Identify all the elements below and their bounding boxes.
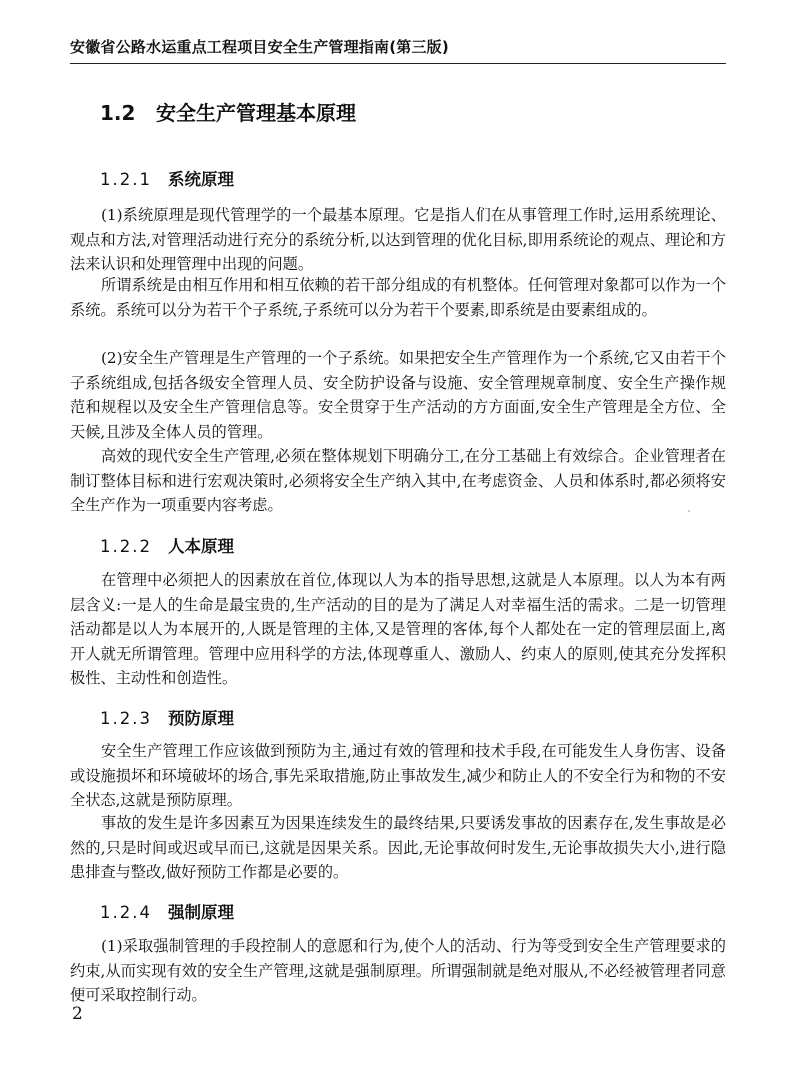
subsection-number: 1.2.3 xyxy=(100,709,152,728)
paragraph: 安全生产管理工作应该做到预防为主,通过有效的管理和技术手段,在可能发生人身伤害、设备或设施损坏和环境破坏的场合,事先采取措施,防止事故发生,减少和防止人的不安全行为和物的不安全状态,这就是预防原理。 xyxy=(70,742,726,810)
paragraph: 高效的现代安全生产管理,必须在整体规划下明确分工,在分工基础上有效综合。企业管理者在制订整体目标和进行宏观决策时,必须将安全生产纳入其中,在考虑资金、人员和体系时,都必须将安全生产作为一项重要内容考虑。 xyxy=(70,447,726,515)
paragraph: 事故的发生是许多因素互为因果连续发生的最终结果,只要诱发事故的因素存在,发生事故是必然的,只是时间或迟或早而已,这就是因果关系。因此,无论事故何时发生,无论事故损失大小,进行隐患排查与整改,做好预防工作都是必要的。 xyxy=(70,814,726,882)
page-number: 2 xyxy=(72,1004,83,1024)
running-header: 安徽省公路水运重点工程项目安全生产管理指南(第三版) xyxy=(70,38,449,56)
subsection-number: 1.2.1 xyxy=(100,170,152,189)
paragraph: (1)系统原理是现代管理学的一个最基本原理。它是指人们在从事管理工作时,运用系统理论、观点和方法,对管理活动进行充分的系统分析,以达到管理的优化目标,即用系统论的观点、理论和方法来认识和处理管理中出现的问题。 xyxy=(70,206,726,274)
subsection-title: 预防原理 xyxy=(168,709,234,728)
subsection-number: 1.2.4 xyxy=(100,903,152,922)
subsection-heading-people xyxy=(100,533,234,557)
subsection-title: 人本原理 xyxy=(168,537,234,556)
section-heading xyxy=(100,97,356,126)
section-number: 1.2 xyxy=(100,101,136,125)
paragraph: (1)采取强制管理的手段控制人的意愿和行为,使个人的活动、行为等受到安全生产管理要求的约束,从而实现有效的安全生产管理,这就是强制原理。所谓强制就是绝对服从,不必经被管理者同意便可采取控制行动。 xyxy=(70,937,726,1005)
subsection-title: 系统原理 xyxy=(168,170,234,189)
subsection-heading-enforcement xyxy=(100,899,234,923)
paragraph: (2)安全生产管理是生产管理的一个子系统。如果把安全生产管理作为一个系统,它又由若干个子系统组成,包括各级安全管理人员、安全防护设备与设施、安全管理规章制度、安全生产操作规范和规程以及安全生产管理信息等。安全贯穿于生产活动的方方面面,安全生产管理是全方位、全天候,且涉及全体人员的管理。 xyxy=(70,349,726,441)
paragraph: 在管理中必须把人的因素放在首位,体现以人为本的指导思想,这就是人本原理。以人为本有两层含义:一是人的生命是最宝贵的,生产活动的目的是为了满足人对幸福生活的需求。二是一切管理活动都是以人为本展开的,人既是管理的主体,又是管理的客体,每个人都处在一定的管理层面上,离开人就无所谓管理。管理中应用科学的方法,体现尊重人、激励人、约束人的原则,使其充分发挥积极性、主动性和创造性。 xyxy=(70,571,726,688)
paragraph: 所谓系统是由相互作用和相互依赖的若干部分组成的有机整体。任何管理对象都可以作为一个系统。系统可以分为若干个子系统,子系统可以分为若干个要素,即系统是由要素组成的。 xyxy=(70,276,726,319)
header-rule xyxy=(70,63,726,64)
subsection-heading-prevention xyxy=(100,705,234,729)
subsection-title: 强制原理 xyxy=(168,903,234,922)
subsection-heading-system xyxy=(100,166,234,190)
subsection-number: 1.2.2 xyxy=(100,537,152,556)
section-title: 安全生产管理基本原理 xyxy=(156,101,356,125)
scan-speck xyxy=(688,510,690,512)
